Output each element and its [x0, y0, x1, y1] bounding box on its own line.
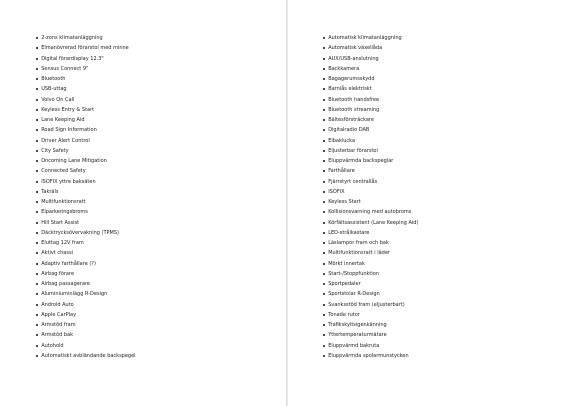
feature-label: Sportpedaler — [328, 281, 361, 287]
feature-item — [323, 74, 418, 84]
feature-label: Tonade rutor — [328, 311, 360, 318]
feature-item — [36, 177, 136, 187]
bullet-icon — [36, 252, 38, 254]
feature-label: Mörkt innertak — [328, 260, 365, 267]
right-page — [288, 0, 575, 406]
feature-label: Farthållare — [328, 168, 355, 175]
bullet-icon — [36, 273, 38, 275]
feature-item — [36, 330, 136, 340]
feature-label: Keyless Start — [328, 199, 361, 205]
bullet-icon — [323, 304, 325, 306]
feature-item — [323, 218, 418, 228]
feature-label: Keyless Entry & Start — [41, 106, 95, 113]
feature-item — [36, 125, 136, 135]
feature-item — [323, 33, 418, 43]
bullet-icon — [36, 68, 38, 70]
feature-label: Fjärrstyrt centrallås — [328, 178, 378, 185]
feature-item — [323, 177, 418, 187]
bullet-icon — [36, 355, 38, 357]
bullet-icon — [323, 345, 325, 347]
right-feature-list — [323, 33, 418, 361]
feature-label: Bältesförsträckare — [328, 117, 374, 123]
feature-item — [323, 259, 418, 269]
bullet-icon — [36, 37, 38, 39]
feature-label: Eluttag 12V fram — [41, 240, 84, 246]
feature-item — [323, 351, 418, 361]
feature-label: Airbag förare — [41, 270, 75, 277]
feature-item — [323, 207, 418, 217]
bullet-icon — [36, 211, 38, 213]
feature-item — [323, 320, 418, 330]
feature-label: Aluminiuminlägg R-Design — [41, 291, 108, 298]
feature-label: Armstöd bak — [41, 332, 73, 339]
bullet-icon — [36, 88, 38, 90]
bullet-icon — [323, 324, 325, 326]
bullet-icon — [323, 170, 325, 172]
bullet-icon — [323, 283, 325, 285]
feature-label: Lane Keeping Aid — [41, 117, 85, 123]
bullet-icon — [36, 140, 38, 142]
feature-label: Trafikskyltsigenkänning — [328, 322, 387, 328]
feature-label: Connected Safety — [41, 168, 86, 175]
bullet-icon — [36, 334, 38, 336]
bullet-icon — [323, 232, 325, 234]
feature-item — [36, 351, 136, 361]
feature-item — [323, 146, 418, 156]
bullet-icon — [36, 324, 38, 326]
feature-label: Eljusterbar förarstol — [328, 147, 378, 154]
feature-item — [36, 187, 136, 197]
bullet-icon — [36, 129, 38, 131]
feature-item — [36, 115, 136, 125]
bullet-icon — [36, 47, 38, 49]
feature-item — [323, 43, 418, 53]
feature-item — [323, 115, 418, 125]
feature-label: City Safety — [41, 147, 69, 154]
feature-label: Adaptiv farthållare (?) — [41, 260, 96, 267]
bullet-icon — [36, 170, 38, 172]
feature-item — [323, 197, 418, 207]
feature-item — [323, 136, 418, 146]
feature-label: Armstöd fram — [41, 322, 76, 328]
bullet-icon — [323, 58, 325, 60]
bullet-icon — [323, 191, 325, 193]
feature-label: Läslampor fram och bak — [328, 240, 389, 246]
bullet-icon — [323, 47, 325, 49]
bullet-icon — [323, 242, 325, 244]
feature-label: Aktivt chassi — [41, 250, 73, 257]
bullet-icon — [323, 68, 325, 70]
feature-label: Däcktrycksövervakning (TPMS) — [41, 229, 119, 236]
feature-label: Start-/Stoppfunktion — [328, 270, 380, 277]
bullet-icon — [36, 283, 38, 285]
bullet-icon — [36, 99, 38, 101]
feature-item — [36, 84, 136, 94]
feature-label: Elparkeringsbroms — [41, 209, 88, 216]
bullet-icon — [323, 222, 325, 224]
feature-label: LED-strålkastare — [328, 229, 370, 236]
feature-label: Takräls — [41, 188, 59, 195]
feature-item — [323, 156, 418, 166]
feature-label: Yttertemperaturmätare — [328, 332, 387, 339]
feature-label: Automatiskt avbländande backspegel — [41, 352, 136, 359]
feature-label: Bluetooth handsfree — [328, 96, 380, 103]
feature-label: Elmanövrerad förarstol med minne — [41, 45, 129, 52]
feature-label: Backkamera — [328, 65, 360, 72]
bullet-icon — [323, 78, 325, 80]
bullet-icon — [323, 109, 325, 111]
feature-item — [36, 238, 136, 248]
feature-item — [36, 43, 136, 53]
bullet-icon — [323, 181, 325, 183]
bullet-icon — [323, 252, 325, 254]
feature-item — [323, 228, 418, 238]
feature-item — [36, 341, 136, 351]
bullet-icon — [36, 314, 38, 316]
feature-label: Bluetooth — [41, 76, 66, 82]
feature-label: ISOFIX — [328, 188, 345, 195]
feature-label: Volvo On Call — [41, 96, 75, 103]
feature-item — [36, 207, 136, 217]
feature-item — [36, 269, 136, 279]
feature-label: Autohold — [41, 342, 64, 349]
feature-item — [36, 146, 136, 156]
feature-label: Sensus Connect 9" — [41, 65, 89, 72]
bullet-icon — [36, 263, 38, 265]
feature-label: Airbag passagerare — [41, 281, 90, 287]
feature-label: Oncoming Lane Mitigation — [41, 158, 107, 164]
bullet-icon — [323, 150, 325, 152]
bullet-icon — [323, 263, 325, 265]
feature-item — [36, 279, 136, 289]
feature-item — [323, 64, 418, 74]
feature-item — [36, 218, 136, 228]
bullet-icon — [323, 160, 325, 162]
feature-label: Svanksstöd fram (eljusterbart) — [328, 301, 405, 308]
bullet-icon — [36, 181, 38, 183]
bullet-icon — [323, 293, 325, 295]
feature-label: Multifunktionsratt i läder — [328, 250, 390, 257]
bullet-icon — [36, 242, 38, 244]
feature-item — [36, 54, 136, 64]
bullet-icon — [36, 345, 38, 347]
feature-item — [36, 74, 136, 84]
bullet-icon — [36, 304, 38, 306]
left-page — [0, 0, 286, 406]
bullet-icon — [323, 119, 325, 121]
feature-label: Apple CarPlay — [41, 311, 77, 318]
bullet-icon — [36, 160, 38, 162]
bullet-icon — [36, 191, 38, 193]
feature-item — [36, 95, 136, 105]
feature-item — [323, 54, 418, 64]
feature-label: Kollisionsvarning med autobroms — [328, 209, 412, 216]
feature-label: Eluppvärmda backspeglar — [328, 158, 394, 164]
feature-label: Sportstolar R-Design — [328, 291, 380, 298]
feature-item — [323, 341, 418, 351]
feature-item — [323, 95, 418, 105]
feature-item — [36, 156, 136, 166]
feature-label: Hill Start Assist — [41, 219, 80, 226]
bullet-icon — [323, 355, 325, 357]
bullet-icon — [323, 211, 325, 213]
bullet-icon — [36, 78, 38, 80]
feature-label: USB-uttag — [41, 86, 67, 93]
feature-item — [36, 289, 136, 299]
feature-item — [323, 238, 418, 248]
feature-item — [36, 136, 136, 146]
bullet-icon — [323, 273, 325, 275]
feature-label: Eluppvärmda spolarmunstycken — [328, 352, 409, 359]
feature-item — [323, 300, 418, 310]
feature-item — [323, 166, 418, 176]
feature-item — [36, 310, 136, 320]
feature-label: Driver Alert Control — [41, 137, 90, 144]
feature-item — [323, 279, 418, 289]
feature-label: 2-zons klimatanläggning — [41, 35, 103, 41]
feature-item — [36, 248, 136, 258]
feature-label: Digitalradio DAB — [328, 127, 370, 134]
feature-label: Bluetooth streaming — [328, 106, 380, 113]
bullet-icon — [323, 201, 325, 203]
feature-item — [36, 197, 136, 207]
bullet-icon — [36, 58, 38, 60]
feature-item — [323, 269, 418, 279]
feature-label: Multifunktionsratt — [41, 199, 86, 205]
bullet-icon — [323, 334, 325, 336]
feature-item — [36, 105, 136, 115]
bullet-icon — [36, 201, 38, 203]
bullet-icon — [323, 37, 325, 39]
feature-label: Bagagerumsskydd — [328, 76, 375, 82]
feature-item — [36, 166, 136, 176]
feature-item — [323, 125, 418, 135]
bullet-icon — [323, 129, 325, 131]
bullet-icon — [36, 222, 38, 224]
feature-item — [323, 187, 418, 197]
feature-item — [36, 320, 136, 330]
feature-item — [36, 33, 136, 43]
feature-label: Körfältsassistent (Lane Keeping Aid) — [328, 219, 419, 226]
feature-label: ISOFIX yttre baksäten — [41, 178, 96, 185]
feature-item — [323, 248, 418, 258]
bullet-icon — [36, 232, 38, 234]
bullet-icon — [36, 119, 38, 121]
feature-label: Automatisk växellåda — [328, 45, 383, 52]
bullet-icon — [36, 150, 38, 152]
feature-label: Barnlås elektriskt — [328, 86, 372, 93]
feature-item — [36, 259, 136, 269]
feature-label: AUX/USB-anslutning — [328, 55, 379, 62]
feature-item — [323, 84, 418, 94]
feature-item — [36, 228, 136, 238]
left-feature-list — [36, 33, 136, 361]
feature-label: Road Sign Information — [41, 127, 97, 134]
feature-item — [36, 64, 136, 74]
bullet-icon — [36, 293, 38, 295]
bullet-icon — [323, 314, 325, 316]
feature-label: Automatisk klimatanläggning — [328, 35, 402, 41]
bullet-icon — [323, 140, 325, 142]
feature-item — [323, 289, 418, 299]
feature-label: Android Auto — [41, 301, 74, 308]
feature-label: Elbaklucka — [328, 137, 356, 144]
feature-item — [323, 310, 418, 320]
feature-item — [323, 105, 418, 115]
bullet-icon — [36, 109, 38, 111]
feature-item — [36, 300, 136, 310]
feature-label: Digital förardisplay 12.3" — [41, 55, 104, 62]
bullet-icon — [323, 88, 325, 90]
bullet-icon — [323, 99, 325, 101]
feature-item — [323, 330, 418, 340]
feature-label: Eluppvärmd bakruta — [328, 342, 380, 349]
